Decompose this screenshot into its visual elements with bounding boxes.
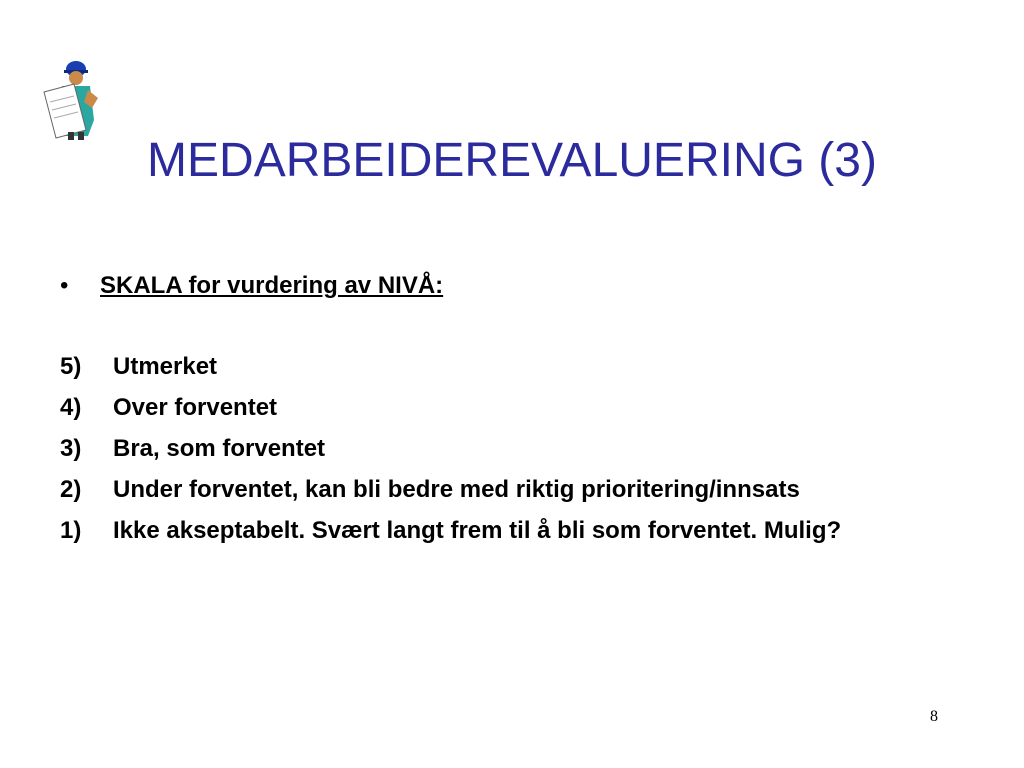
scale-heading: SKALA for vurdering av NIVÅ: bbox=[100, 272, 444, 299]
scale-number: 2) bbox=[60, 476, 82, 503]
bullet-heading bbox=[60, 272, 443, 300]
scale-number: 5) bbox=[60, 353, 82, 380]
worker-reading-paper-icon bbox=[40, 58, 106, 140]
scale-list bbox=[60, 351, 960, 556]
scale-item-2 bbox=[60, 474, 960, 505]
scale-item-4 bbox=[60, 392, 960, 423]
page-number: 8 bbox=[930, 708, 938, 725]
scale-item-5 bbox=[60, 351, 960, 382]
scale-label: Under forventet, kan bli bedre med riktig prioritering/innsats bbox=[113, 476, 800, 503]
scale-label: Bra, som forventet bbox=[113, 435, 326, 462]
scale-label: Over forventet bbox=[113, 394, 278, 421]
scale-item-3 bbox=[60, 433, 960, 464]
scale-number: 3) bbox=[60, 435, 82, 462]
scale-label: Utmerket bbox=[113, 353, 218, 380]
scale-number: 1) bbox=[60, 517, 82, 544]
scale-item-1 bbox=[60, 515, 960, 546]
scale-number: 4) bbox=[60, 394, 82, 421]
scale-label: Ikke akseptabelt. Svært langt frem til å bli som forventet. Mulig? bbox=[113, 517, 842, 544]
slide-title: MEDARBEIDEREVALUERING (3) bbox=[147, 134, 877, 187]
bullet-icon: • bbox=[60, 272, 69, 299]
